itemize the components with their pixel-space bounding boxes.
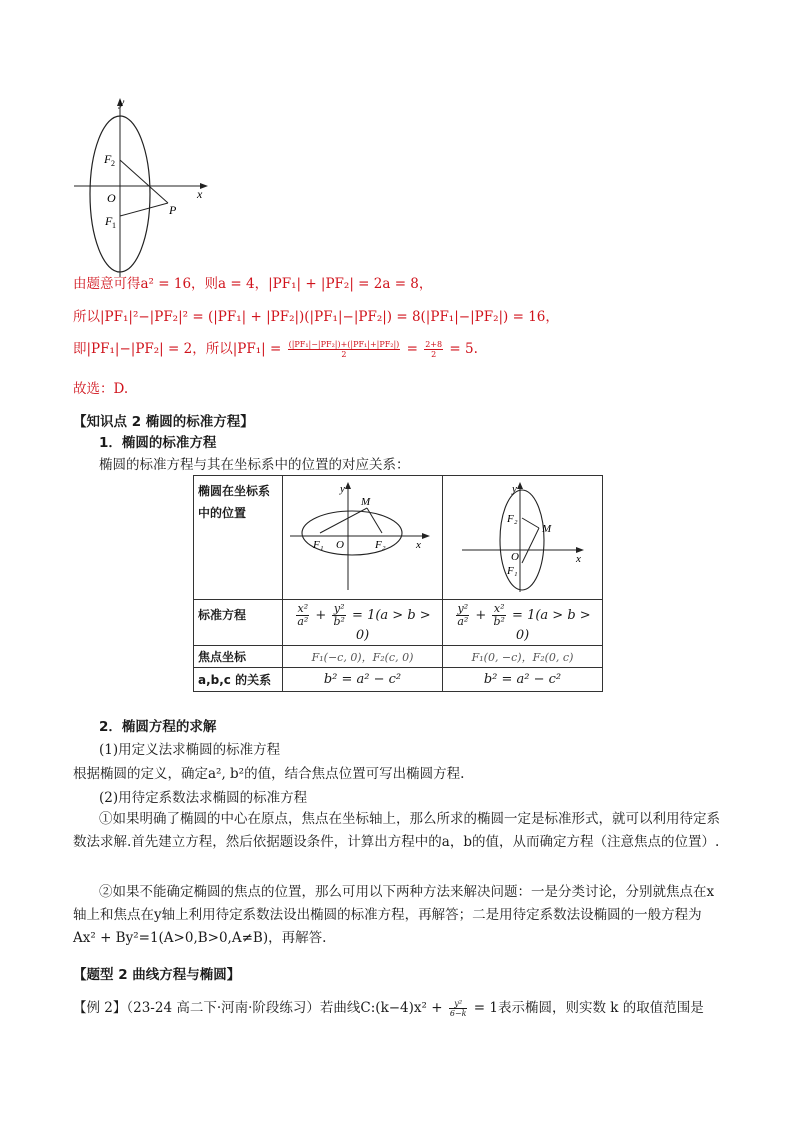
h-label-f1: F₁ xyxy=(312,539,324,551)
paragraph-3: (2)用待定系数法求椭圆的标准方程 xyxy=(99,790,308,806)
table-row-equation xyxy=(194,600,603,646)
table-row-relation xyxy=(194,668,603,692)
equation-vertical: $\frac{\text{y²}}{\text{a²}}$ + $\frac{\text{x²}}{\text{b²}}$ = 1(a > b > 0) xyxy=(443,600,603,646)
example-2-frac-num: y² xyxy=(449,999,468,1009)
solution-line-2: 所以|PF₁|²−|PF₂|² = (|PF₁| + |PF₂|)(|PF₁|−|PF₂|) = 8(|PF₁|−|PF₂|) = 16， xyxy=(73,309,559,325)
v-seg-f1m xyxy=(522,528,539,563)
example-2 xyxy=(73,996,704,1018)
example-2-frac-den: 6−k xyxy=(449,1009,467,1018)
fraction-1 xyxy=(288,340,401,359)
table-row-foci xyxy=(194,646,603,668)
eq2-frac-x: $\frac{\text{x²}}{\text{b²}}$ xyxy=(493,601,505,628)
h-label-m: M xyxy=(360,496,370,508)
v-seg-f2m xyxy=(522,518,539,528)
foci-horizontal: F₁(−c, 0)，F₂(c, 0) xyxy=(283,646,443,668)
paragraph-2: 根据椭圆的定义，确定a², b²的值，结合焦点位置可写出椭圆方程. xyxy=(73,766,465,782)
fraction-2-num: 2+8 xyxy=(425,340,443,349)
v-label-f2: F₂ xyxy=(506,513,518,525)
v-label-o: O xyxy=(510,551,519,563)
knowledge-intro: 椭圆的标准方程与其在坐标系中的位置的对应关系： xyxy=(99,457,410,473)
label-p: P xyxy=(169,203,177,217)
paragraph-5: ②如果不能确定椭圆的焦点的位置，那么可用以下两种方法来解决问题：一是分类讨论，分别就焦点在x轴上和焦点在y轴上利用待定系数法设出椭圆的标准方程，再解答；二是用待定系数法设椭圆的一般方程为Ax² + By²=1(A>0,B>0,A≠B)，再解答. xyxy=(73,884,715,946)
row-header-relation: a,b,c 的关系 xyxy=(194,668,283,692)
label-f2: F xyxy=(104,152,112,166)
vertical-ellipse-figure xyxy=(448,478,598,594)
knowledge-heading: 【知识点 2 椭圆的标准方程】 xyxy=(73,414,254,430)
answer-line: 故选：D. xyxy=(73,381,129,397)
fraction-2 xyxy=(424,340,443,359)
h-label-f2: F₂ xyxy=(374,539,386,551)
eq2-frac-y: $\frac{\text{y²}}{\text{a²}}$ xyxy=(457,601,469,628)
table-row-position xyxy=(194,476,603,600)
type2-heading: 【题型 2 曲线方程与椭圆】 xyxy=(73,967,241,983)
segment-pf1 xyxy=(120,203,168,216)
ellipse-table xyxy=(193,475,603,692)
example-2-post: = 1表示椭圆，则实数 k 的取值范围是 xyxy=(469,1000,704,1016)
h-x-arrow xyxy=(422,533,430,539)
eq2-rhs: = 1(a > b > 0) xyxy=(512,607,591,643)
v-y-arrow xyxy=(517,482,523,489)
equation-horizontal: $\frac{\text{x²}}{\text{a²}}$ + $\frac{\text{y²}}{\text{b²}}$ = 1(a > b > 0) xyxy=(283,600,443,646)
v-label-f1: F₁ xyxy=(506,565,518,577)
solution-line-3-post: = 5. xyxy=(445,341,478,357)
ellipse-figure xyxy=(70,92,220,277)
solution-line-3 xyxy=(73,337,478,359)
fraction-1-num: (|PF₁|−|PF₂|)+(|PF₁|+|PF₂|) xyxy=(288,340,400,349)
paragraph-1: (1)用定义法求椭圆的标准方程 xyxy=(99,742,281,758)
label-f2-sub: 2 xyxy=(111,159,115,168)
fraction-2-den: 2 xyxy=(431,350,437,359)
label-o: O xyxy=(107,191,116,205)
solution-line-1: 由题意可得a² = 16，则a = 4，|PF₁| + |PF₂| = 2a = 8， xyxy=(73,276,433,292)
row-header-equation: 标准方程 xyxy=(194,600,283,646)
v-label-m: M xyxy=(541,523,551,535)
vertical-ellipse-cell xyxy=(443,476,603,600)
eq1-rhs: = 1(a > b > 0) xyxy=(352,607,431,643)
relation-vertical: b² = a² − c² xyxy=(443,668,603,692)
paragraph-4: ①如果明确了椭圆的中心在原点，焦点在坐标轴上，那么所求的椭圆一定是标准形式，就可以利用待定系数法求解.首先建立方程，然后依据题设条件，计算出方程中的a，b的值，从而确定方程（注意焦点的位置）. xyxy=(73,811,720,850)
example-2-pre: 【例 2】（23-24 高二下·河南·阶段练习）若曲线C:(k−4)x² + xyxy=(73,1000,447,1016)
row-header-foci: 焦点坐标 xyxy=(194,646,283,668)
h-y-arrow xyxy=(345,482,351,489)
h-label-o: O xyxy=(335,539,344,551)
label-x: x xyxy=(197,187,203,201)
horizontal-ellipse-figure xyxy=(288,478,438,594)
v-label-y: y xyxy=(511,483,517,495)
fraction-1-den: 2 xyxy=(341,350,347,359)
eq1-frac-y: $\frac{\text{y²}}{\text{b²}}$ xyxy=(333,601,345,628)
label-f1: F xyxy=(105,214,113,228)
row-header-position: 椭圆在坐标系中的位置 xyxy=(194,476,283,600)
label-y: y xyxy=(119,95,125,109)
horizontal-ellipse-cell xyxy=(283,476,443,600)
solution-line-3-pre: 即|PF₁|−|PF₂| = 2，所以|PF₁| = xyxy=(73,341,286,357)
segment-pf2 xyxy=(120,160,168,203)
knowledge-sub1: 1．椭圆的标准方程 xyxy=(99,435,217,451)
example-2-frac xyxy=(449,999,468,1018)
eq1-frac-x: $\frac{\text{x²}}{\text{a²}}$ xyxy=(297,601,309,628)
foci-vertical: F₁(0, −c)，F₂(0, c) xyxy=(443,646,603,668)
label-f1-sub: 1 xyxy=(112,221,116,230)
solution-line-3-eq: = xyxy=(402,341,423,357)
knowledge-sub2: 2．椭圆方程的求解 xyxy=(99,719,217,735)
h-label-y: y xyxy=(339,483,345,495)
v-label-x: x xyxy=(575,553,581,565)
h-label-x: x xyxy=(415,539,421,551)
h-seg-f2m xyxy=(367,508,382,533)
relation-horizontal: b² = a² − c² xyxy=(283,668,443,692)
